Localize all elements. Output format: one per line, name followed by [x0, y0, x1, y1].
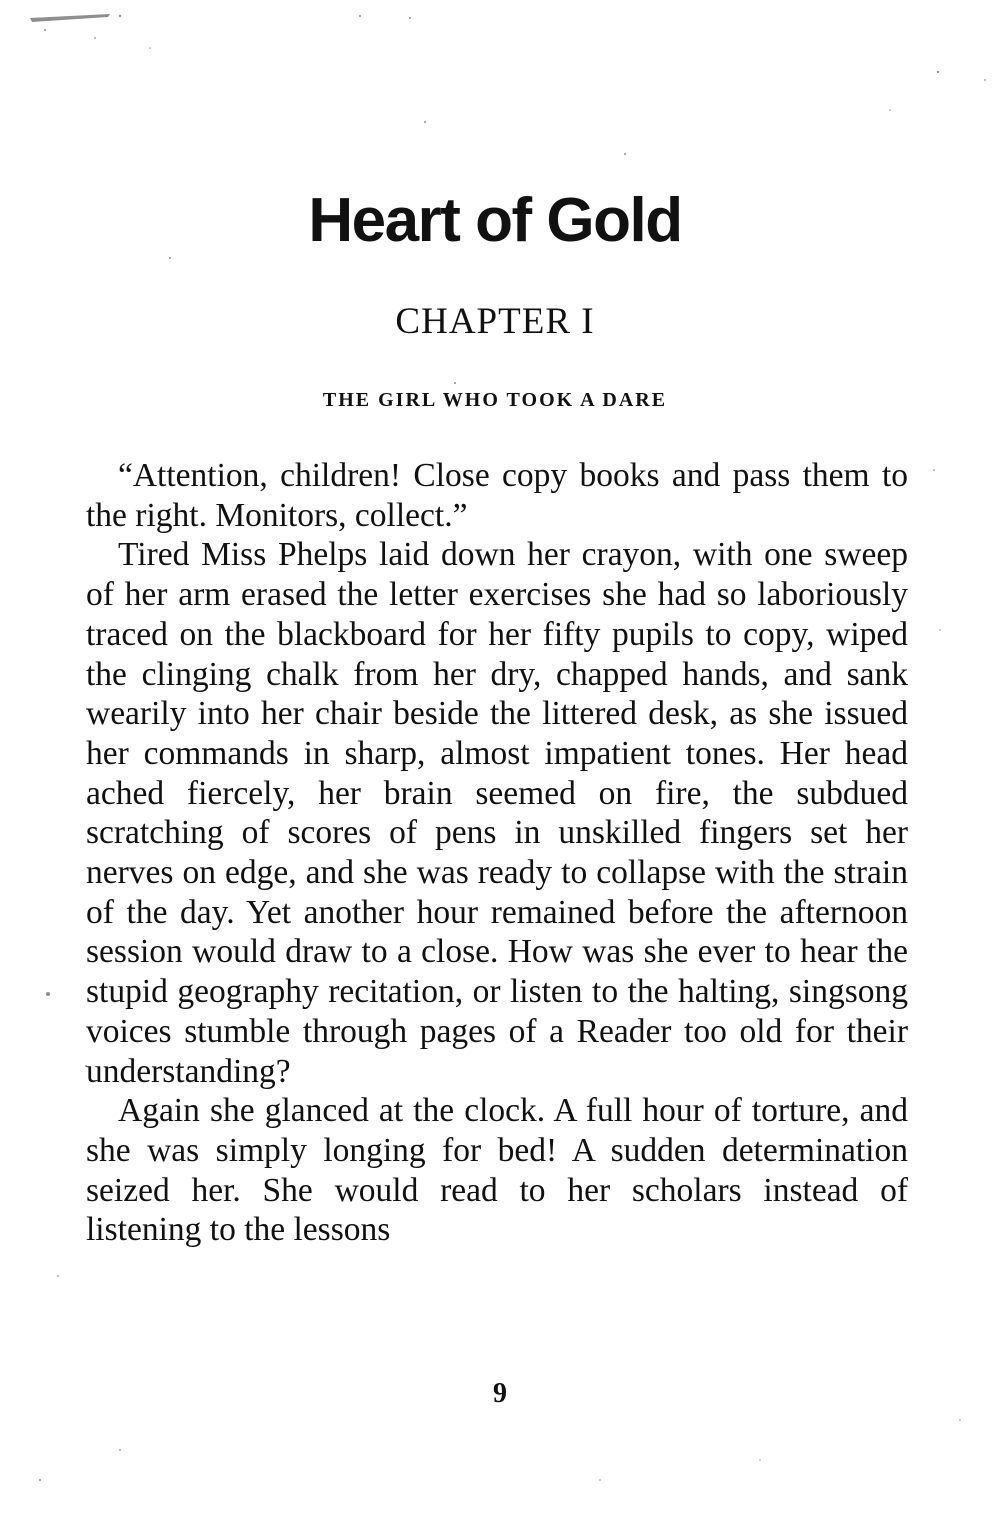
paragraph: Tired Miss Phelps laid down her crayon, with one sweep of her arm erased the letter exercises she had so laboriously traced on the blackboard for her fifty pupils to copy, wiped the clinging chalk from her dry, chapped hands, and sank wearily into her chair beside the littered desk, as she issued her commands in sharp, almost impatient tones. Her head ached fiercely, her brain seemed on fire, the subdued scratching of scores of pens in unskilled fingers set her nerves on edge, and she was ready to collapse with the strain of the day. Yet another hour remained before the afternoon session would draw to a close. How was she ever to hear the stupid geography recitation, or listen to the halting, singsong voices stumble through pages of a Reader too old for their understanding?: [86, 536, 908, 1090]
paragraph: Again she glanced at the clock. A full hour of torture, and she was simply longing for bed! A sudden determination seized her. She would read to her scholars instead of listening to the lessons: [86, 1092, 908, 1249]
chapter-title: THE GIRL WHO TOOK A DARE: [322, 389, 668, 411]
chapter-body: [86, 456, 908, 1250]
book-title: Heart of Gold: [308, 186, 682, 255]
chapter-number: CHAPTER I: [395, 301, 595, 342]
paragraph: “Attention, children! Close copy books and pass them to the right. Monitors, collect.”: [86, 457, 908, 534]
page-number: 9: [493, 1378, 507, 1409]
